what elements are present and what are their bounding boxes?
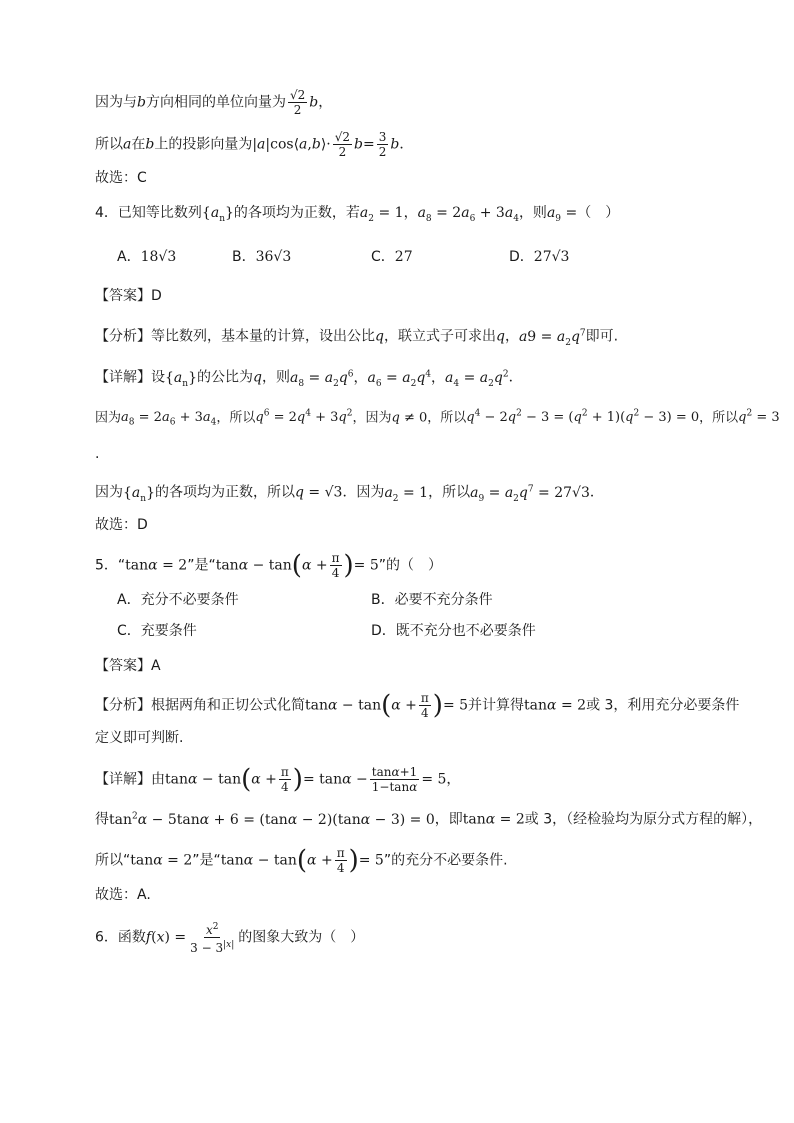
text: 根据两角和正切公式化简: [151, 697, 305, 714]
text: 4．已知等比数列: [95, 205, 202, 221]
text: ，所以: [427, 410, 467, 426]
formula: f(x) =: [145, 929, 187, 946]
tag: 【分析】: [95, 697, 151, 714]
vec-a: a: [123, 136, 132, 153]
sqrt2-over-2: $\frac{√2}{2}$: [334, 130, 351, 159]
text: ”的（ ）: [378, 557, 443, 574]
text: 或 3，（经检验均为原分式方程的解），: [524, 811, 763, 828]
text: ，则: [261, 369, 290, 386]
formula: $a_8 = 2a_6 + 3a_4$: [417, 205, 519, 224]
tag: 【分析】: [95, 328, 151, 345]
vec-b: b: [309, 94, 319, 111]
formula: tanα = 2: [130, 852, 193, 869]
text: 所以“: [95, 852, 131, 869]
option-value: 18√3: [140, 249, 177, 265]
q5-detail-line2: [95, 806, 762, 830]
text: 并计算得: [468, 697, 525, 714]
text: 设: [151, 369, 165, 386]
option-text: 必要不充分条件: [394, 592, 493, 608]
option-text: 充要条件: [140, 623, 197, 639]
text: ，所以: [428, 484, 471, 501]
pi-over-4: $\frac{\pi}{4}$: [331, 551, 340, 580]
q5-option-c[interactable]: [117, 621, 197, 641]
q4-option-c[interactable]: [371, 247, 413, 267]
vec-b: b: [354, 136, 363, 153]
q4-answer: [95, 286, 162, 306]
formula: tanα = 2: [125, 557, 188, 574]
text: 由: [151, 771, 165, 788]
function-fraction: $\frac{x^2}{3 - 3^{|x|}}$: [190, 922, 235, 955]
tag: 【答案】: [95, 658, 151, 674]
text: ，: [318, 94, 333, 111]
q5-option-b[interactable]: [371, 590, 493, 610]
text: （ ）: [577, 205, 620, 221]
text: ”是“: [187, 557, 216, 574]
sol3-line2: 所以a在b上的投影向量为|a|cos⟨a,b⟩· $\frac{√2}{2}$ b= $\frac{3}{2}$ b．: [95, 130, 414, 159]
formula: $a_9 = a_2q^7 = 27√3$: [470, 484, 590, 504]
formula: tanα = 2: [524, 697, 587, 714]
sol3-answer: 故选：C: [95, 170, 147, 186]
tag: 【详解】: [95, 369, 151, 386]
q5-detail-line3: 所以“tanα = 2”是“tanα − tan(α + $\frac{\pi}{4}$ )= 5”的充分不必要条件.: [95, 845, 508, 876]
text: ，则: [518, 205, 547, 221]
option-label: C．: [371, 249, 395, 265]
formula: $a_8 = a_2q^6$，$a_6 = a_2q^4$，$a_4 = a_2q^2$: [289, 369, 509, 389]
option-label: A．: [117, 592, 141, 608]
pi-over-4: $\frac{\pi}{4}$: [336, 846, 345, 875]
option-text: 既不充分也不必要条件: [395, 623, 536, 639]
pi-over-4: $\frac{\pi}{4}$: [420, 691, 429, 720]
formula: $q^2 = 3$: [738, 409, 780, 426]
text: ．: [399, 136, 414, 153]
formula: $a_9$ =: [546, 205, 578, 224]
q4-stem: [95, 203, 619, 229]
option-label: B．: [371, 592, 395, 608]
text: 在: [131, 136, 146, 153]
text: 的各项均为正数，所以: [155, 484, 295, 501]
formula: $a_2 = 1$: [384, 484, 429, 504]
q5-option-d[interactable]: [371, 621, 536, 641]
text: 因为: [95, 410, 122, 426]
tag: 【答案】: [95, 288, 151, 304]
text: ，联立式子可求出: [383, 328, 496, 345]
formula: $a_2 = 1$: [359, 205, 404, 224]
option-label: A．: [117, 249, 141, 265]
formula: $\{a_n\}$: [123, 484, 155, 504]
text: ，即: [434, 811, 463, 828]
text: 的各项均为正数，若: [233, 205, 360, 221]
formula: tanα = 2: [462, 811, 525, 828]
q6-stem: [95, 920, 364, 955]
option-label: C．: [117, 623, 141, 639]
formula: q: [253, 369, 262, 386]
formula: q: [375, 328, 384, 345]
text: 方向相同的单位向量为: [145, 94, 286, 111]
text: 因为: [95, 484, 123, 501]
text: 上的投影向量为: [154, 136, 253, 153]
text: 所以: [95, 136, 123, 153]
q4-option-a[interactable]: [117, 247, 176, 267]
text: 因为与: [95, 94, 137, 111]
sqrt2-over-2: $\frac{√2}{2}$: [289, 88, 306, 117]
text: ．: [589, 484, 604, 501]
q4-detail-dot: .: [95, 446, 100, 462]
q5-final: 故选：A.: [95, 887, 151, 903]
text: 6．函数: [95, 929, 146, 946]
text: ”的充分不必要条件.: [383, 852, 508, 869]
sol3-line1: [95, 88, 332, 117]
q5-answer: [95, 656, 161, 676]
option-label: D．: [509, 249, 534, 265]
q5-analysis-line1: 【分析】根据两角和正切公式化简tanα − tan(α + $\frac{\pi}{4}$ )= 5并计算得tanα = 2或 3，利用充分必要条件: [95, 690, 740, 721]
tan-fraction: $\frac{\tan\alpha+1}{1-\tan\alpha}$: [371, 765, 418, 794]
q5-analysis-line2: 定义即可判断.: [95, 730, 184, 746]
formula: q = √3: [295, 484, 343, 501]
text: 5．“: [95, 557, 126, 574]
text: 的公比为: [197, 369, 253, 386]
text: ，: [403, 205, 418, 221]
text: 的图象大致为（ ）: [238, 929, 365, 946]
formula: $a9 = a_2q^7$: [518, 328, 586, 348]
vec-b: b: [145, 136, 155, 153]
q4-detail-line2: [95, 404, 780, 433]
text: ，所以: [216, 410, 256, 426]
option-value: 36√3: [255, 249, 292, 265]
q5-option-a[interactable]: [117, 590, 239, 610]
three-over-2: $\frac{3}{2}$: [378, 130, 387, 159]
option-value: 27√3: [533, 249, 570, 265]
pi-over-4: $\frac{\pi}{4}$: [280, 765, 289, 794]
option-value: 27: [394, 249, 413, 265]
text: ，因为: [352, 410, 392, 426]
formula: $q^4 - 2q^2 - 3 = (q^2 + 1)(q^2 - 3) = 0$: [466, 409, 700, 426]
text: ，: [504, 328, 519, 345]
vec-b: b: [137, 94, 146, 111]
q4-detail-line1: 【详解】设$\{a_n\}$的公比为q，则$a_8 = a_2q^6$，$a_6 = a_2q^4$，$a_4 = a_2q^2$．: [95, 369, 523, 389]
q4-option-d[interactable]: [509, 247, 569, 267]
tag: 【详解】: [95, 771, 151, 788]
formula: $q^6 = 2q^4 + 3q^2$: [255, 409, 353, 426]
text: 得: [95, 811, 109, 828]
option-label: B．: [232, 249, 256, 265]
answer-value: A: [151, 658, 161, 674]
option-text: 充分不必要条件: [140, 592, 239, 608]
formula: q ≠ 0: [391, 410, 428, 426]
q4-detail-line3: [95, 479, 604, 508]
option-label: D．: [371, 623, 396, 639]
answer-value: D: [151, 288, 162, 304]
formula: $\{a_n\}$: [165, 369, 197, 389]
formula: tanα − tan: [220, 852, 297, 869]
formula: tanα − tan: [305, 697, 382, 714]
formula: $a_8 = 2a_6 + 3a_4$: [121, 410, 217, 428]
formula: q: [495, 328, 505, 345]
text: ”是“: [192, 852, 221, 869]
formula: $\{a_n\}$: [201, 205, 234, 224]
text: 或 3，利用充分必要条件: [586, 697, 740, 714]
text: 即可.: [585, 328, 619, 345]
q4-analysis: [95, 323, 618, 352]
formula: tanα − tan: [165, 771, 242, 788]
formula: tanα − tan: [215, 557, 292, 574]
q5-detail-line1: 【详解】由tanα − tan(α + $\frac{\pi}{4}$ )= tanα − $\frac{\tan\alpha+1}{1-\tan\alpha}$ = 5，: [95, 764, 461, 795]
formula: $\tan^2\alpha - 5\tan\alpha + 6 = (\tan\alpha - 2)(\tan\alpha - 3) = 0$: [109, 811, 435, 828]
vec-b: b: [390, 136, 400, 153]
text: ，所以: [699, 410, 739, 426]
projection-formula: |a|cos⟨a,b⟩·: [252, 136, 331, 153]
q5-stem: 5．“tanα = 2”是“tanα − tan(α + $\frac{\pi}{4}$ )= 5”的（ ）: [95, 550, 443, 581]
q4-final: 故选：D: [95, 517, 148, 533]
text: ．因为: [342, 484, 385, 501]
text: 等比数列，基本量的计算，设出公比: [151, 328, 375, 345]
q4-option-b[interactable]: [232, 247, 291, 267]
